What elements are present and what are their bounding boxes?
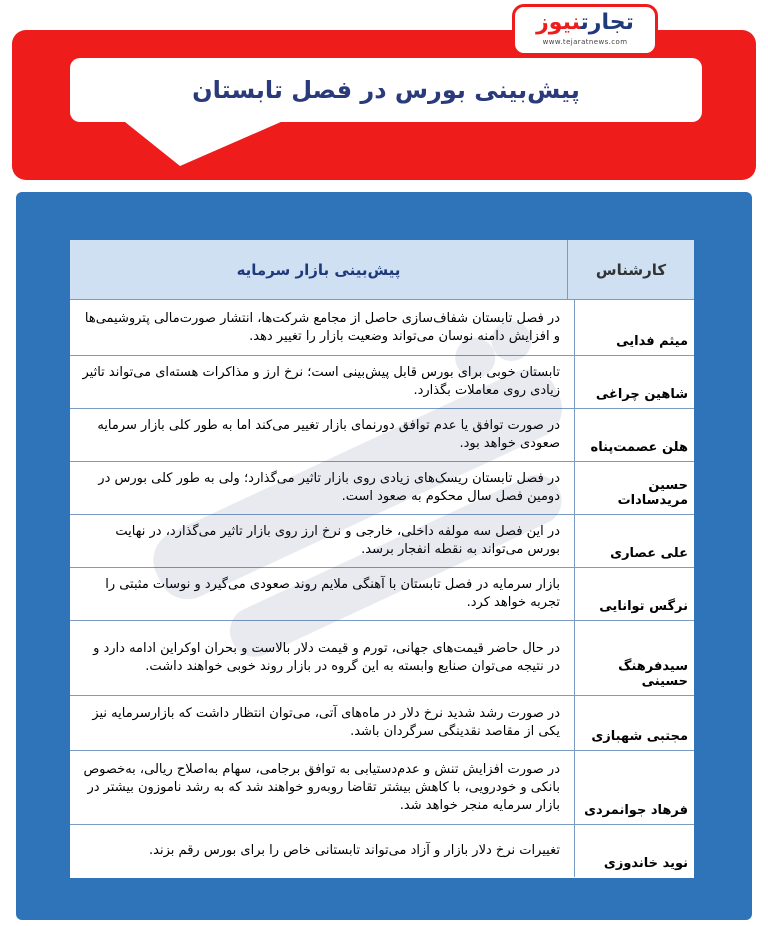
header-forecast: پیش‌بینی بازار سرمایه bbox=[236, 260, 401, 279]
forecast-text: در این فصل سه مولفه داخلی، خارجی و نرخ ارز روی بازار تاثیر می‌گذارد، در نهایت بورس می‌تواند به نقطه انفجار برسد. bbox=[115, 524, 560, 557]
logo-url: www.tejaratnews.com bbox=[542, 38, 628, 46]
table-row bbox=[70, 568, 694, 621]
forecast-text: در صورت توافق یا عدم توافق دورنمای بازار تغییر می‌کند اما به طور کلی بازار سرمایه صعودی خواهد بود. bbox=[97, 418, 560, 451]
expert-name: نوید خاندوزی bbox=[574, 825, 694, 877]
expert-name: فرهاد جوانمردی bbox=[574, 751, 694, 824]
page-title: پیش‌بینی بورس در فصل تابستان bbox=[192, 76, 580, 104]
expert-name: نرگس توانایی bbox=[574, 568, 694, 620]
table-header-row bbox=[70, 240, 694, 300]
expert-name: میثم فدایی bbox=[574, 300, 694, 355]
expert-name: علی عصاری bbox=[574, 515, 694, 567]
table-row bbox=[70, 300, 694, 356]
expert-name: سیدفرهنگ حسینی bbox=[574, 621, 694, 695]
header-expert: کارشناس bbox=[567, 240, 694, 299]
table-row bbox=[70, 825, 694, 877]
title-card-pointer bbox=[120, 118, 290, 166]
forecast-text: بازار سرمایه در فصل تابستان با آهنگی ملایم روند صعودی می‌گیرد و نوسات مثبتی را تجربه خواهد کرد. bbox=[105, 577, 560, 610]
forecast-text: در حال حاضر قیمت‌های جهانی، تورم و قیمت دلار بالاست و بحران اوکراین ادامه دارد و در نتیجه می‌توان صنایع وابسته به این گروه در بازار روند خوبی خواهند داشت. bbox=[93, 641, 560, 674]
expert-name: حسین مریدسادات bbox=[574, 462, 694, 514]
forecast-text: تغییرات نرخ دلار بازار و آزاد می‌تواند تابستانی خاص را برای بورس رقم بزند. bbox=[149, 843, 560, 858]
expert-name: هلن عصمت‌پناه bbox=[574, 409, 694, 461]
logo-word-tejarat: تجارت bbox=[580, 10, 634, 35]
table-row bbox=[70, 621, 694, 696]
table-row bbox=[70, 751, 694, 825]
table-row bbox=[70, 696, 694, 751]
expert-name: شاهین چراغی bbox=[574, 356, 694, 408]
forecast-text: تابستان خوبی برای بورس قابل پیش‌بینی است؛ نرخ ارز و مذاکرات هسته‌ای می‌تواند تاثیر زیادی روی معاملات بگذارد. bbox=[82, 365, 560, 398]
logo-wordmark bbox=[515, 10, 655, 35]
table-row bbox=[70, 515, 694, 568]
forecast-table bbox=[70, 240, 694, 878]
brand-logo bbox=[512, 4, 658, 56]
forecast-text: در فصل تابستان ریسک‌های زیادی روی بازار تاثیر می‌گذارد؛ ولی به طور کلی بورس در دومین فصل سال محکوم به صعود است. bbox=[98, 471, 560, 504]
table-row bbox=[70, 356, 694, 409]
forecast-text: در صورت افزایش تنش و عدم‌دستیابی به توافق برجامی، سهام به‌اصلاح ریالی، به‌خصوص بانکی و خودرویی، با کاهش بیشتر تقاضا روبه‌رو خواهند شد که به رشد ناموزون بیشتر در بازار سرمایه منجر خواهد شد. bbox=[83, 761, 560, 813]
expert-name: مجتبی شهبازی bbox=[574, 696, 694, 750]
table-row bbox=[70, 409, 694, 462]
logo-word-news: نیوز bbox=[536, 10, 581, 35]
forecast-text: در فصل تابستان شفاف‌سازی حاصل از مجامع شرکت‌ها، انتشار صورت‌مالی پتروشیمی‌ها و افزایش دامنه نوسان می‌تواند وضعیت بازار را تغییر دهد. bbox=[84, 310, 560, 344]
forecast-text: در صورت رشد شدید نرخ دلار در ماه‌های آتی، می‌توان انتظار داشت که بازارسرمایه نیز یکی از مقاصد نقدینگی سرگردان باشد. bbox=[92, 706, 560, 739]
table-row bbox=[70, 462, 694, 515]
